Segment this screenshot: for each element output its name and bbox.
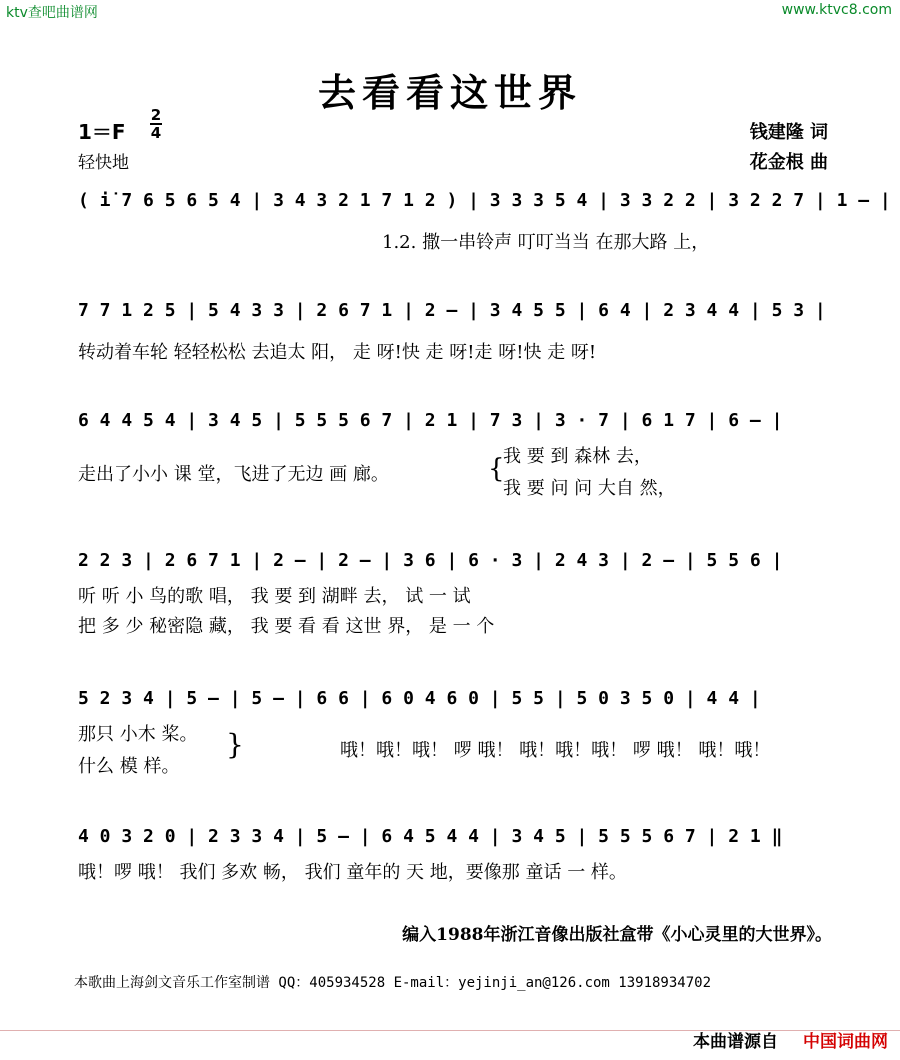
notation-row-6 [78,826,830,847]
lyric-row-5c: 哦！哦！哦！ 啰 哦！ 哦！哦！哦！ 啰 哦！ 哦！哦！ [340,740,771,761]
notation-text: 7 7 1 2 5 | 5 4 3 3 | 2 6 7 1 | 2 – | 3 4 5 5 | 6 4 | 2 3 4 4 | 5 3 | [78,300,826,321]
song-title: 去看看这世界 [317,70,582,115]
lyric-row-6: 哦！啰 哦！ 我们 多欢 畅， 我们 童年的 天 地，要像那 童话 一 样。 [78,862,627,883]
notation-row-5 [78,688,830,709]
tempo-marking: 轻快地 [78,153,129,173]
brace-left: { [488,454,505,484]
source-site-link[interactable]: 中国词曲网 [803,1032,888,1052]
notation-text: 5 2 3 4 | 5 – | 5 – | 6 6 | 6 0 4 6 0 | 5 5 | 5 0 3 5 0 | 4 4 | [78,688,761,709]
lyric-row-5a: 那只 小木 桨。 [78,724,198,745]
lyric-row-5b: 什么 模 样。 [78,756,180,777]
brace-right: } [226,728,244,761]
notation-row-3 [78,410,830,431]
notation-row-4 [78,550,830,571]
key-signature: 1＝F [78,120,126,144]
time-sig-top: 2 [150,106,162,124]
composer-credit: 花金根 曲 [749,152,828,173]
lyric-row-4a: 听 听 小 鸟的歌 唱， 我 要 到 湖畔 去， 试 一 试 [78,586,471,607]
publication-note: 编入1988年浙江音像出版社盒带《小心灵里的大世界》。 [402,925,832,945]
notation-text: 6 4 4 5 4 | 3 4 5 | 5 5 5 6 7 | 2 1 | 7 3 | 3 · 7 | 6 1 7 | 6 – | [78,410,783,431]
notation-row-1 [78,190,891,211]
notation-row-2 [78,300,830,321]
lyric-row-2: 转动着车轮 轻轻松松 去追太 阳， 走 呀!快 走 呀!走 呀!快 走 呀! [78,342,597,363]
notation-text: 2 2 3 | 2 6 7 1 | 2 – | 2 – | 3 6 | 6 · 3 | 2 4 3 | 2 – | 5 5 6 | [78,550,783,571]
lyric-row-3a: 走出了小小 课 堂，飞进了无边 画 廊。 [78,464,389,485]
transcriber-footer: 本歌曲上海剑文音乐工作室制谱 QQ：405934528 E-mail：yejinji_an@126.com 13918934702 [74,975,712,991]
lyric-row-3b: 我 要 到 森林 去， [503,446,652,467]
lyric-row-4b: 把 多 少 秘密隐 藏， 我 要 看 看 这世 界， 是 一 个 [78,616,495,637]
notation-text: ( i̇ 7 6 5 6 5 4 | 3 4 3 2 1 7 1 2 ) | 3 3 3 5 4 | 3 3 2 2 | 3 2 2 7 | 1 – | [78,190,891,211]
time-sig-bottom: 4 [150,124,162,142]
watermark-left: ktv查吧曲谱网 [6,5,98,21]
lyric-row-3c: 我 要 问 问 大自 然， [503,478,676,499]
lyric-row-1: 1.2. 撒一串铃声 叮叮当当 在那大路 上， [382,232,710,253]
notation-text: 4 0 3 2 0 | 2 3 3 4 | 5 – | 6 4 5 4 4 | 3 4 5 | 5 5 5 6 7 | 2 1 ‖ [78,826,783,847]
time-signature [150,108,162,140]
watermark-right: www.ktvc8.com [781,2,892,18]
source-prefix: 本曲谱源自 [693,1032,778,1052]
lyricist-credit: 钱建隆 词 [749,122,828,143]
